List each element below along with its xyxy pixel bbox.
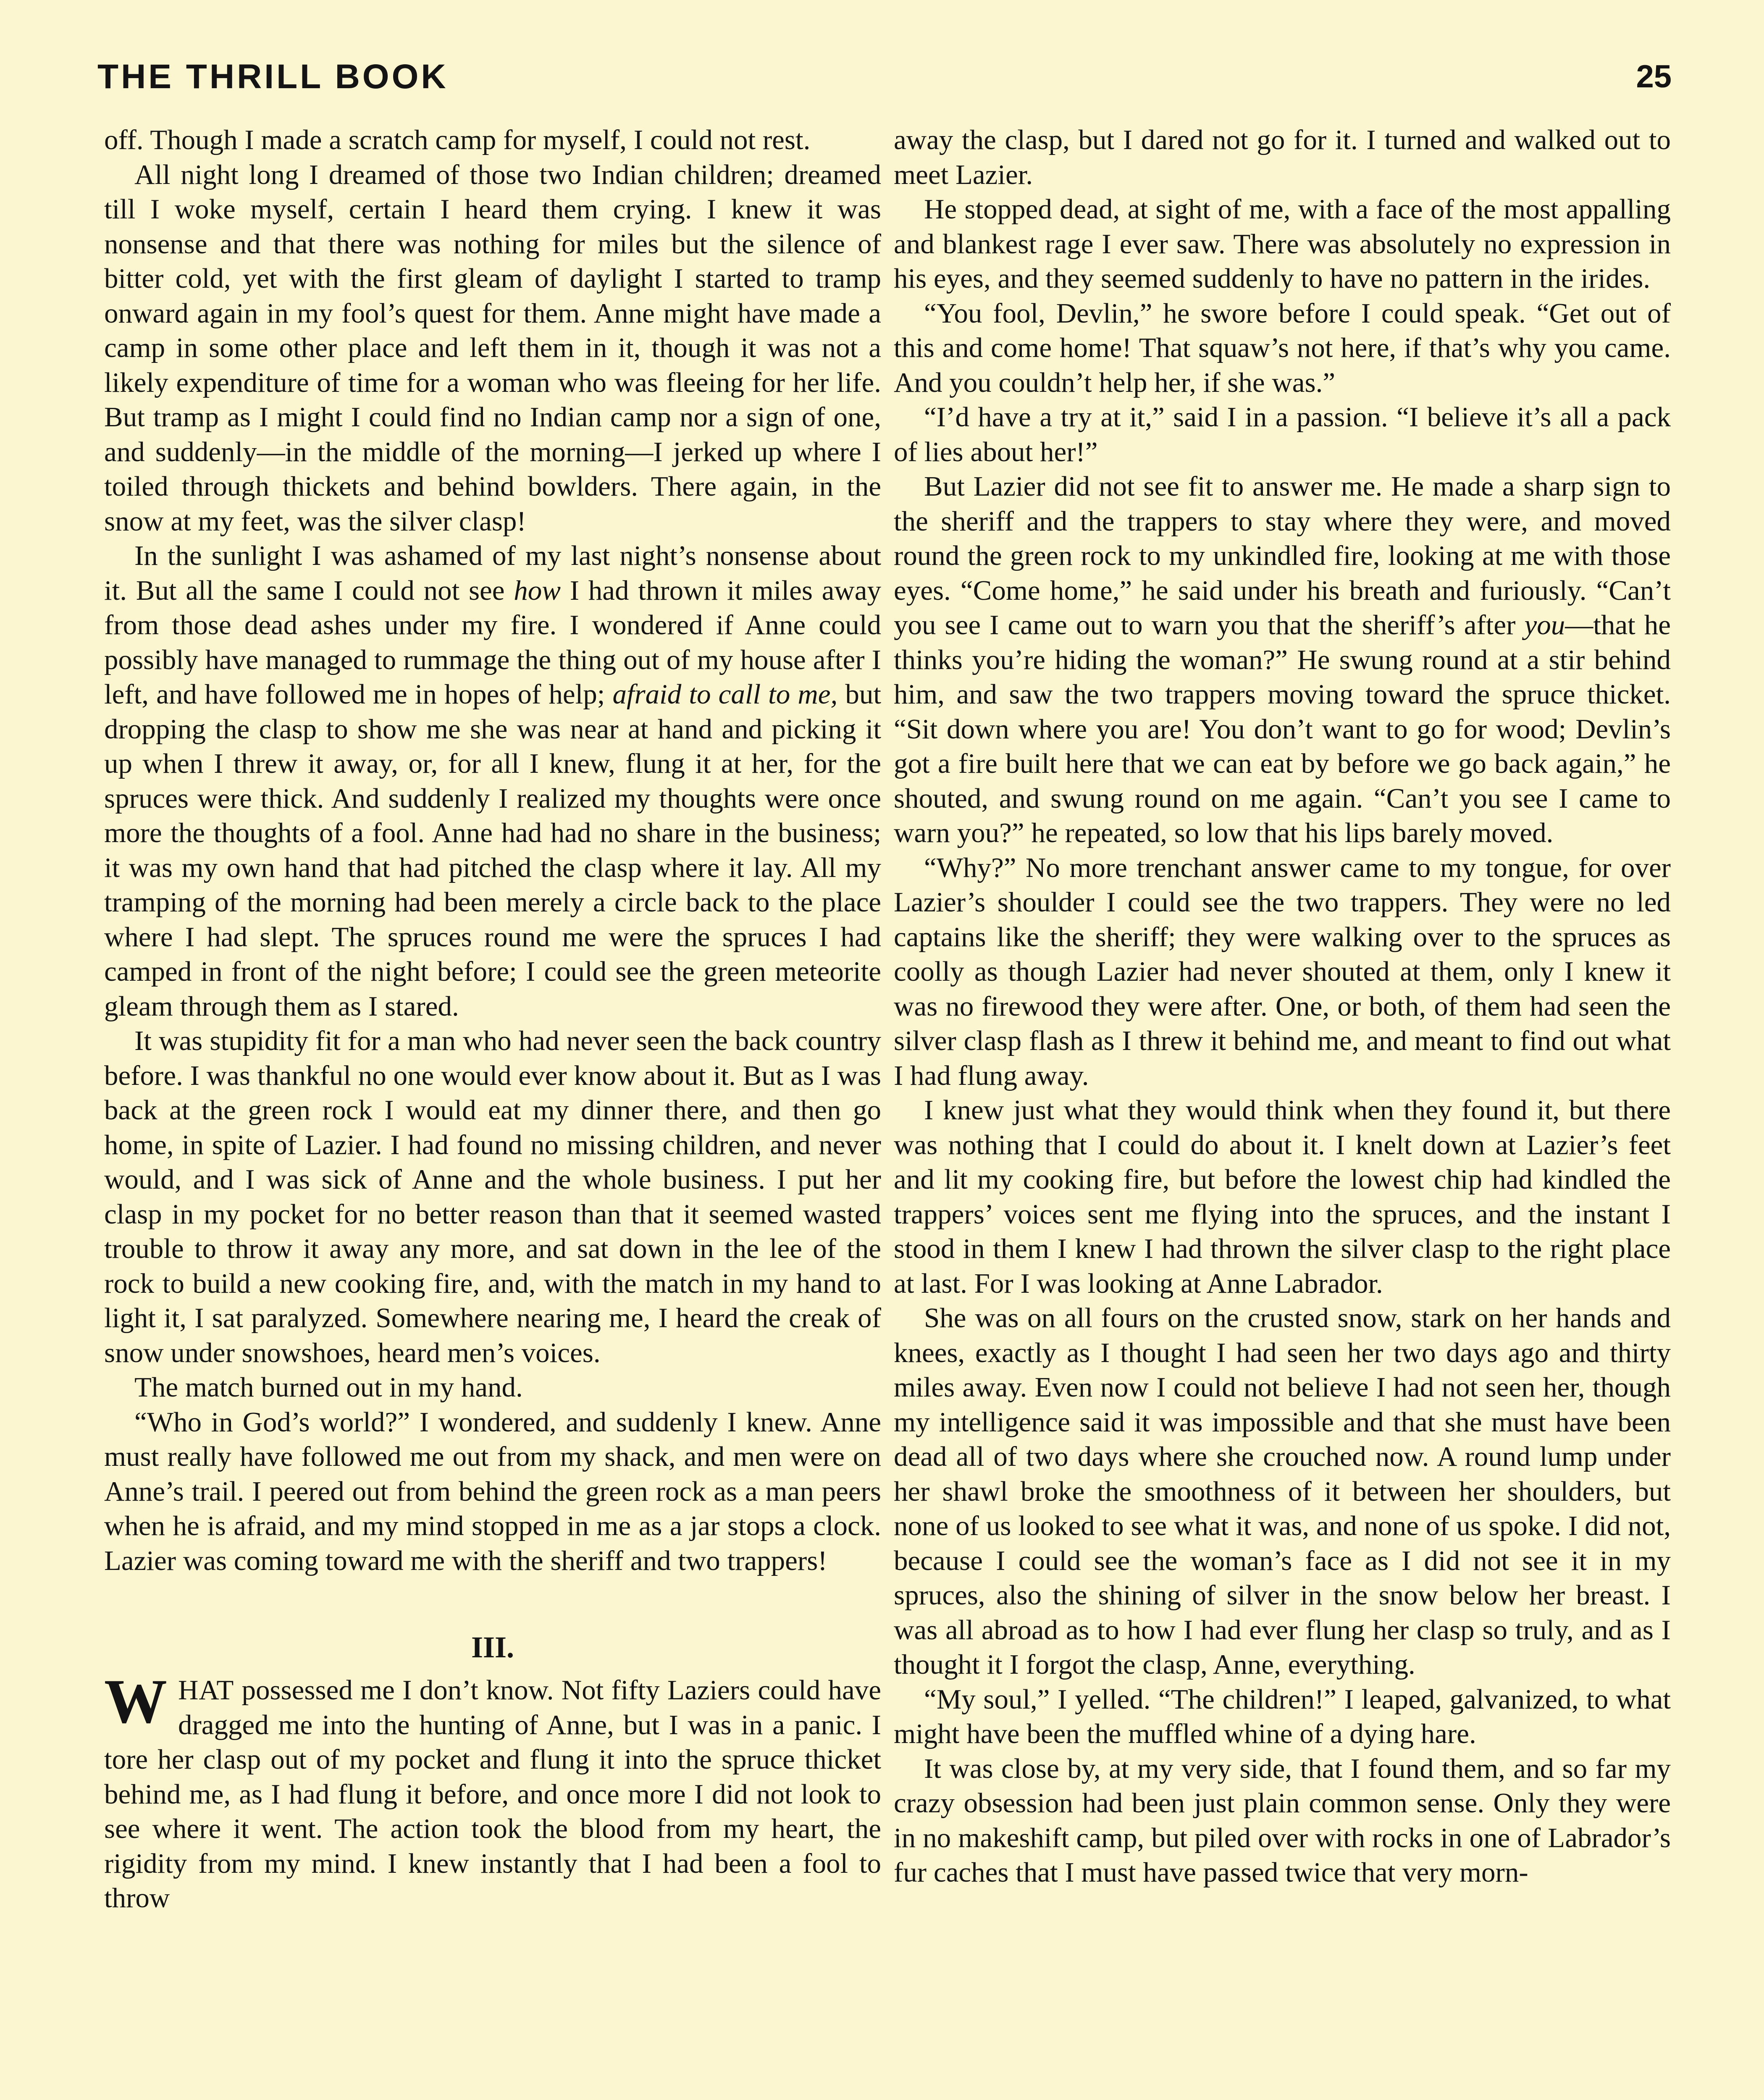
paragraph: It was close by, at my very side, that I found them, and so far my crazy obsession had been just plain common sense. Only they were in no makeshift camp, but piled over with rocks in one of Labrador’s fur caches that I must have passed twice that very morn- (894, 1753, 1671, 1888)
paragraph: “I’d have a try at it,” said I in a passion. “I believe it’s all a pack of lies about her!” (894, 402, 1671, 467)
running-header (97, 54, 1672, 100)
paragraph: The match burned out in my hand. (134, 1372, 523, 1403)
paragraph: away the clasp, but I dared not go for it. I turned and walked out to meet Lazier. (894, 124, 1671, 190)
text-run: —that he thinks you’re hiding the woman?” He swung round at a stir behind him, and saw the two trappers moving toward the spruce thicket. “Sit down where you are! You don’t want to go for wood; Devlin’s got a fire built here that we can eat by before we go back again,” he shouted, and swung round on me again. “Can’t you see I came to warn you?” he repeated, so low that his lips barely moved. (894, 609, 1671, 848)
paragraph: “Who in God’s world?” I wondered, and suddenly I knew. Anne must really have followed me out from my shack, and men were on Anne’s trail. I peered out from behind the green rock as a man peers when he is afraid, and my mind stopped in me as a jar stops a clock. Lazier was coming toward me with the sheriff and two trappers! (104, 1406, 881, 1576)
text-run: I had thrown it miles away from those dead ashes under my fire. I wondered if Anne could possibly have managed to rummage the thing out of my house after I left, and have followed me in hopes of help; (104, 575, 881, 710)
text-run: possessed me I don’t know. Not fifty Laziers could have dragged me into the hunting of Anne, but I was in a panic. I tore her clasp out of my pocket and flung it into the spruce thicket behind me, as I had flung it before, and once more I did not look to see where it went. The action took the blood from my heart, the rigidity from my mind. I knew instantly that I had been a fool to throw (104, 1675, 881, 1914)
left-text-column (104, 123, 881, 1916)
paragraph: I knew just what they would think when they found it, but there was nothing that I could do about it. I knelt down at Lazier’s feet and lit my cooking fire, but before the lowest chip had kindled the trappers’ voices sent me flying into the spruces, and the instant I stood in them I knew I had thrown the silver clasp to the right place at last. For I was looking at Anne Labrador. (894, 1095, 1671, 1299)
emphasis: how (514, 575, 561, 606)
paragraph: “Why?” No more trenchant answer came to my tongue, for over Lazier’s shoulder I could see the two trappers. They were no led captains like the sheriff; they were walking over to the spruces as coolly as though Lazier had never shouted at them, only I knew it was no firewood they were after. One, or both, of them had seen the silver clasp flash as I threw it behind me, and meant to find out what I had flung away. (894, 852, 1671, 1091)
paragraph: off. Though I made a scratch camp for myself, I could not rest. (104, 124, 811, 155)
text-run: But Lazier did not see fit to answer me. He made a sharp sign to the sheriff and the trappers to stay where they were, and moved round the green rock to my unkindled fire, looking at me with those eyes. “Come home,” he said under his breath and furiously. “Can’t you see I came out to warn you that the sheriff’s after (894, 471, 1671, 640)
paragraph: “My soul,” I yelled. “The children!” I leaped, galvanized, to what might have been the muffled whine of a dying hare. (894, 1683, 1671, 1749)
paragraph (104, 1667, 881, 1916)
text-run: HAT (178, 1675, 234, 1706)
text-run: In the sunlight I was ashamed of my last night’s nonsense about it. But all the same I could not see (104, 540, 881, 606)
paragraph: It was stupidity fit for a man who had never seen the back country before. I was thankful no one would ever know about it. But as I was back at the green rock I would eat my dinner there, and then go home, in spite of Lazier. I had found no missing children, and never would, and I was sick of Anne and the whole business. I put her clasp in my pocket for no better reason than that it seemed wasted trouble to throw it away any more, and sat down in the lee of the rock to build a new cooking fire, and, with the match in my hand to light it, I sat paralyzed. Somewhere nearing me, I heard the creak of snow under snowshoes, heard men’s voices. (104, 1025, 881, 1368)
paragraph: He stopped dead, at sight of me, with a face of the most appalling and blankest rage I ever saw. There was absolutely no expression in his eyes, and they seemed suddenly to have no pattern in the irides. (894, 194, 1671, 294)
running-title: THE THRILL BOOK (97, 58, 449, 96)
paragraph: All night long I dreamed of those two Indian children; dreamed till I woke myself, certain I heard them crying. I knew it was nonsense and that there was nothing for miles but the silence of bitter cold, yet with the first gleam of daylight I started to tramp onward again in my fool’s quest for them. Anne might have made a camp in some other place and left them in it, though it was not a likely expenditure of time for a woman who was fleeing for her life. But tramp as I might I could find no Indian camp nor a sign of one, and suddenly—in the middle of the morning—I jerked up where I toiled through thickets and behind bowlders. There again, in the snow at my feet, was the silver clasp! (104, 159, 881, 537)
page-number: 25 (1636, 59, 1672, 94)
paragraph: She was on all fours on the crusted snow, stark on her hands and knees, exactly as I thought I had seen her two days ago and thirty miles away. Even now I could not believe I had not seen her, though my intelligence said it was impossible and that she must have been dead all of two days where she crouched now. A round lump under her shawl broke the smoothness of it between her shoulders, but none of us looked to see what it was, and none of us spoke. I did not, because I could see the woman’s face as I did not see it in my spruces, also the shining of silver in the snow below her breast. I was all abroad as to how I had ever flung her clasp so truly, and as I thought it I forgot the clasp, Anne, everything. (894, 1302, 1671, 1680)
right-text-column (894, 123, 1671, 1890)
paragraph: “You fool, Devlin,” he swore before I could speak. “Get out of this and come home! That squaw’s not here, if that’s why you came. And you couldn’t help her, if she was.” (894, 297, 1671, 398)
paragraph (894, 469, 1671, 850)
emphasis: afraid to call to me, (612, 679, 838, 710)
drop-cap: W (104, 1667, 167, 1736)
paragraph (104, 538, 881, 1024)
emphasis: you (1524, 609, 1565, 640)
section-heading: III. (471, 1630, 514, 1664)
text-run: but dropping the clasp to show me she was near at hand and picking it up when I threw it away, or, for all I knew, flung it at her, for the spruces were thick. And suddenly I realized my thoughts were once more the thoughts of a fool. Anne had had no share in the business; it was my own hand that had pitched the clasp where it lay. All my tramping of the morning had been merely a circle back to the place where I had slept. The spruces round me were the spruces I had camped in front of the night before; I could see the green meteorite gleam through them as I stared. (104, 679, 881, 1022)
